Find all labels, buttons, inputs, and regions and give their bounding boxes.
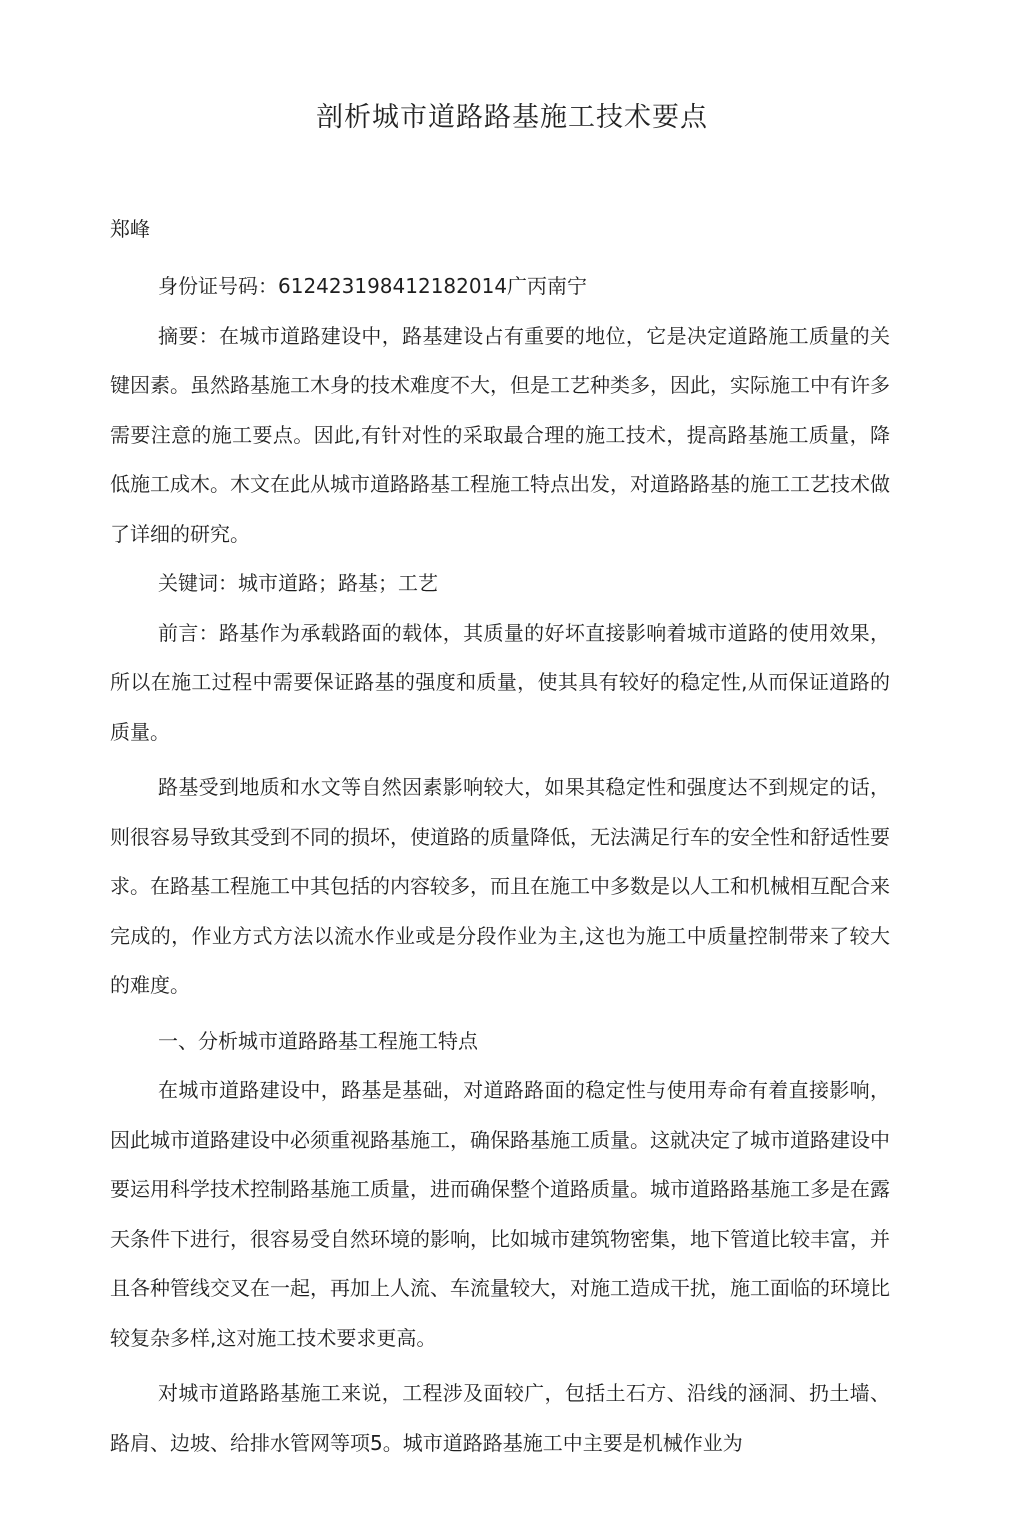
body-paragraph: 对城市道路路基施工来说，工程涉及面较广，包括土石方、沿线的涵洞、扔土墙、路肩、边坡、给排水管网等项5。城市道路路基施工中主要是机械作业为 [110, 1381, 890, 1455]
author-name: 郑峰 [110, 217, 150, 241]
body-paragraph: 在城市道路建设中，路基是基础，对道路路面的稳定性与使用寿命有着直接影响，因此城市道路建设中必须重视路基施工，确保路基施工质量。这就决定了城市道路建设中要运用科学技术控制路基施工质量，进而确保整个道路质量。城市道路路基施工多是在露天条件下进行，很容易受自然环境的影响，比如城市建筑物密集，地下管道比较丰富，并且各种管线交叉在一起，再加上人流、车流量较大，对施工造成干扰，施工面临的环境比较复杂多样,这对施工技术要求更高。 [110, 1078, 890, 1350]
abstract-paragraph: 摘要：在城市道路建设中，路基建设占有重要的地位，它是决定道路施工质量的关键因素。虽然路基施工木身的技术难度不大，但是工艺种类多，因此，实际施工中有许多需要注意的施工要点。因此,有针对性的采取最合理的施工技术，提高路基施工质量，降低施工成木。木文在此从城市道路路基工程施工特点出发，对道路路基的施工工艺技术做了详细的研究。 [110, 323, 890, 546]
section-heading: 一、分析城市道路路基工程施工特点 [158, 1028, 478, 1053]
document-body [110, 262, 890, 1468]
keywords-paragraph: 关键词：城市道路；路基；工艺 [158, 571, 438, 595]
id-line: 身份证号码：612423198412182014广丙南宁 [158, 274, 588, 298]
body-paragraph: 路基受到地质和水文等自然因素影响较大，如果其稳定性和强度达不到规定的话，则很容易导致其受到不同的损坏，使道路的质量降低，无法满足行车的安全性和舒适性要求。在路基工程施工中其包括的内容较多，而且在施工中多数是以人工和机械相互配合来完成的，作业方式方法以流水作业或是分段作业为主,这也为施工中质量控制带来了较大的难度。 [110, 775, 890, 997]
preface-paragraph: 前言：路基作为承载路面的载体，其质量的好坏直接影响着城市道路的使用效果，所以在施工过程中需要保证路基的强度和质量，使其具有较好的稳定性,从而保证道路的质量。 [110, 620, 890, 744]
document-title: 剖析城市道路路基施工技术要点 [316, 102, 708, 133]
